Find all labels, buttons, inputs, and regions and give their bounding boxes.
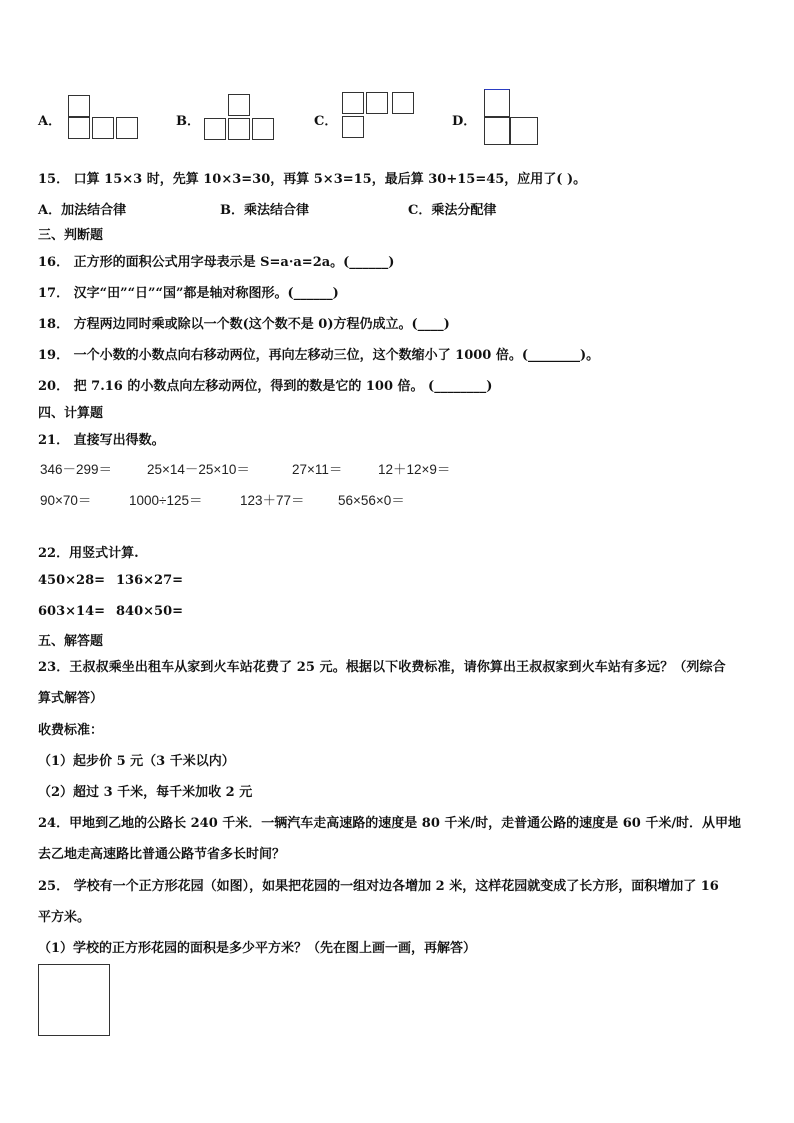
question-25-line-1: 25． 学校有一个正方形花园（如图），如果把花园的一组对边各增加 2 米，这样花园就变成了长方形，面积增加了 16 xyxy=(38,879,719,894)
vertical-calc-item: 450×28= xyxy=(38,573,106,588)
question-23-line-2: 算式解答） xyxy=(38,691,104,706)
question-24-line-1: 24．甲地到乙地的公路长 240 千米．一辆汽车走高速路的速度是 80 千米/时，走普通公路的速度是 60 千米/时．从甲地 xyxy=(38,816,742,831)
section-3-title: 三、判断题 xyxy=(38,228,104,243)
section-4-title: 四、计算题 xyxy=(38,406,104,421)
question-20-text: 20． 把 7.16 的小数点向左移动两位，得到的数是它的 100 倍。 (________) xyxy=(38,379,493,394)
question-21-text: 21． 直接写出得数。 xyxy=(38,433,165,448)
calc-item: 90×70＝ xyxy=(40,493,92,508)
option-d-label: D． xyxy=(452,114,477,129)
option-a-label: A． xyxy=(38,114,62,129)
question-22-text: 22．用竖式计算. xyxy=(38,546,139,561)
calc-item: 25×14－25×10＝ xyxy=(147,462,250,477)
net-figure-d xyxy=(482,89,542,145)
question-15-text: 15． 口算 15×3 时，先算 10×3=30，再算 5×3=15，最后算 30+15=45，应用了( )。 xyxy=(38,172,587,187)
fee-standard-title: 收费标准： xyxy=(38,723,104,738)
calc-item: 123＋77＝ xyxy=(240,493,305,508)
question-18-text: 18． 方程两边同时乘或除以一个数(这个数不是 0)方程仍成立。(____) xyxy=(38,317,450,332)
calc-item: 27×11＝ xyxy=(292,462,343,477)
q15-option-c: C．乘法分配律 xyxy=(408,203,497,218)
net-figure-c xyxy=(342,92,418,144)
calc-item: 1000÷125＝ xyxy=(129,493,203,508)
question-23-line-1: 23．王叔叔乘坐出租车从家到火车站花费了 25 元。根据以下收费标准，请你算出王叔叔家到火车站有多远？（列综合 xyxy=(38,660,726,675)
net-figure-a xyxy=(68,95,143,143)
calc-item: 56×56×0＝ xyxy=(338,493,405,508)
section-5-title: 五、解答题 xyxy=(38,634,104,649)
fee-standard-1: （1）起步价 5 元（3 千米以内） xyxy=(38,754,235,769)
q15-option-b: B．乘法结合律 xyxy=(220,203,309,218)
question-24-line-2: 去乙地走高速路比普通公路节省多长时间？ xyxy=(38,847,286,862)
vertical-calc-item: 840×50= xyxy=(116,604,184,619)
square-garden-figure xyxy=(38,964,110,1036)
question-17-text: 17． 汉字“田”“日”“国”都是轴对称图形。(______) xyxy=(38,286,339,301)
question-25-sub-1: （1）学校的正方形花园的面积是多少平方米？（先在图上画一画，再解答） xyxy=(38,941,477,956)
option-c-label: C． xyxy=(314,114,338,129)
question-25-line-2: 平方米。 xyxy=(38,910,91,925)
question-19-text: 19． 一个小数的小数点向右移动两位，再向左移动三位，这个数缩小了 1000 倍。(________)。 xyxy=(38,348,600,363)
calc-item: 346－299＝ xyxy=(40,462,113,477)
vertical-calc-item: 603×14= xyxy=(38,604,106,619)
calc-item: 12＋12×9＝ xyxy=(378,462,451,477)
net-figure-b xyxy=(204,94,280,144)
option-b-label: B． xyxy=(176,114,200,129)
q15-option-a: A．加法结合律 xyxy=(38,203,127,218)
fee-standard-2: （2）超过 3 千米，每千米加收 2 元 xyxy=(38,785,253,800)
question-16-text: 16． 正方形的面积公式用字母表示是 S=a·a=2a。(______) xyxy=(38,255,395,270)
vertical-calc-item: 136×27= xyxy=(116,573,184,588)
